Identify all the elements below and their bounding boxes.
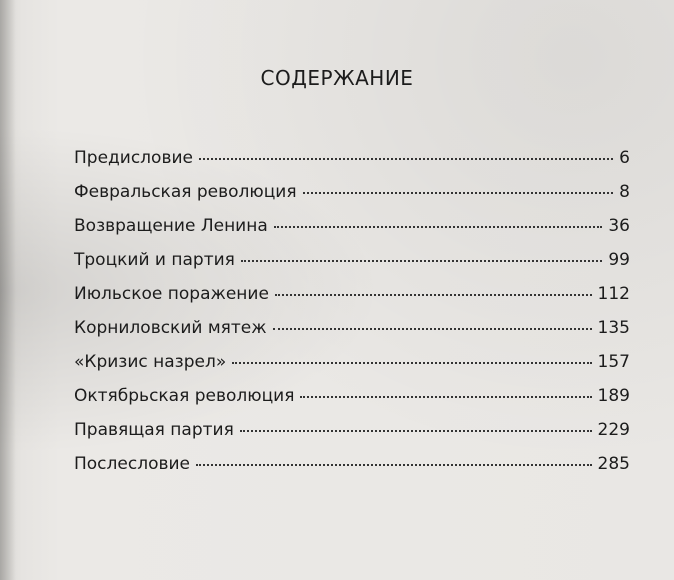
toc-entry-page: 285 (597, 454, 630, 474)
toc-entry-title: Февральская революция (74, 182, 297, 202)
toc-entry-title: «Кризис назрел» (74, 352, 227, 372)
toc-entry-title: Возвращение Ленина (74, 216, 268, 236)
table-of-contents (74, 148, 630, 488)
toc-entry-page: 135 (597, 318, 630, 338)
toc-entry (74, 216, 630, 250)
toc-dot-leader (241, 260, 602, 262)
toc-entry-page: 36 (608, 216, 630, 236)
toc-entry (74, 420, 630, 454)
toc-dot-leader (199, 158, 613, 160)
toc-entry-title: Троцкий и партия (74, 250, 235, 270)
toc-entry-page: 112 (597, 284, 630, 304)
toc-entry-title: Предисловие (74, 148, 193, 168)
toc-dot-leader (303, 192, 614, 194)
toc-entry (74, 182, 630, 216)
toc-entry (74, 148, 630, 182)
toc-entry (74, 284, 630, 318)
toc-entry (74, 454, 630, 488)
toc-dot-leader (273, 328, 592, 330)
toc-dot-leader (240, 430, 592, 432)
toc-entry-page: 229 (597, 420, 630, 440)
toc-entry (74, 386, 630, 420)
page-title: СОДЕРЖАНИЕ (260, 66, 414, 90)
toc-entry-title: Октябрьская революция (74, 386, 295, 406)
toc-entry-page: 157 (597, 352, 630, 372)
toc-entry (74, 352, 630, 386)
toc-entry-title: Корниловский мятеж (74, 318, 267, 338)
toc-entry-title: Правящая партия (74, 420, 234, 440)
toc-entry-page: 6 (619, 148, 630, 168)
toc-entry-page: 8 (619, 182, 630, 202)
toc-dot-leader (232, 362, 591, 364)
toc-dot-leader (275, 294, 592, 296)
toc-entry (74, 318, 630, 352)
toc-entry-title: Послесловие (74, 454, 190, 474)
toc-entry (74, 250, 630, 284)
toc-dot-leader (274, 226, 603, 228)
toc-dot-leader (196, 464, 592, 466)
toc-entry-page: 99 (608, 250, 630, 270)
toc-entry-page: 189 (597, 386, 630, 406)
toc-entry-title: Июльское поражение (74, 284, 269, 304)
toc-dot-leader (300, 396, 591, 398)
